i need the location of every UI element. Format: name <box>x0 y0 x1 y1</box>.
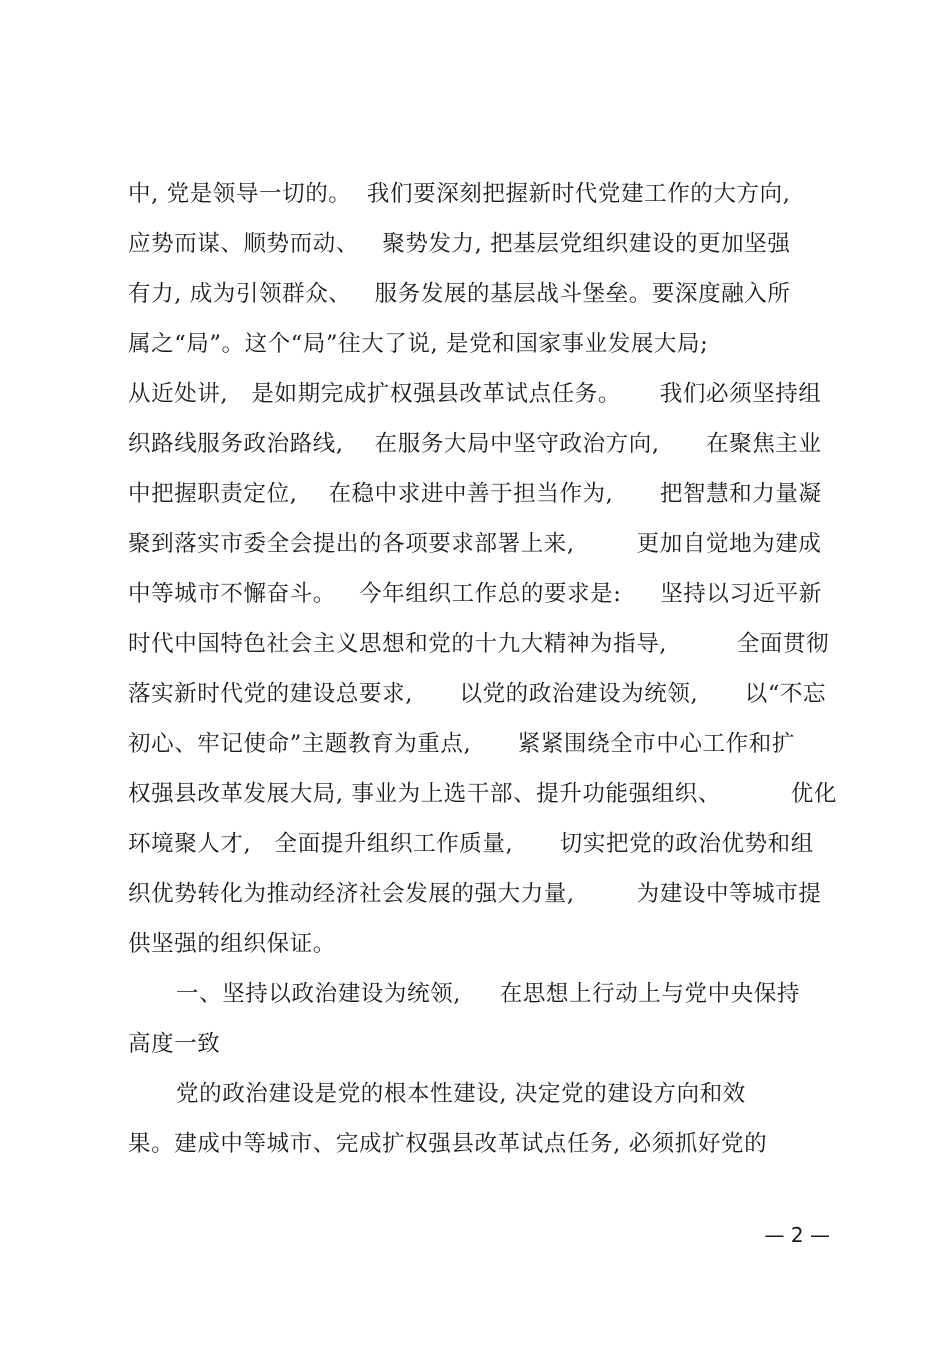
text-line: 初心、牢记使命”主题教育为重点, 紧紧围绕全市中心工作和扩 <box>128 731 795 757</box>
text-line: 织优势转化为推动经济社会发展的强大力量, 为建设中等城市提 <box>128 881 822 907</box>
text-line: 属之“局”。这个“局”往大了说, 是党和国家事业发展大局; <box>128 331 709 357</box>
text-line: 聚到落实市委全会提出的各项要求部署上来, 更加自觉地为建成 <box>128 531 822 557</box>
text-line: 应势而谋、顺势而动、 聚势发力, 把基层党组织建设的更加坚强 <box>128 231 791 257</box>
paragraph-line: 党的政治建设是党的根本性建设, 决定党的建设方向和效 <box>176 1081 746 1107</box>
text-line: 从近处讲, 是如期完成扩权强县改革试点任务。 我们必须坚持组 <box>128 381 822 407</box>
page-number: — 2 — <box>764 1223 830 1247</box>
text-line: 落实新时代党的建设总要求, 以党的政治建设为统领, 以“不忘 <box>128 681 827 707</box>
text-line: 权强县改革发展大局, 事业为上选干部、提升功能强组织、 优化 <box>128 781 837 807</box>
text-line: 时代中国特色社会主义思想和党的十九大精神为指导, 全面贯彻 <box>128 631 830 657</box>
text-line: 供坚强的组织保证。 <box>128 931 336 957</box>
text-line: 中, 党是领导一切的。 我们要深刻把握新时代党建工作的大方向, <box>128 181 791 207</box>
paragraph-line: 果。建成中等城市、完成扩权强县改革试点任务, 必须抓好党的 <box>128 1131 768 1157</box>
text-line: 中等城市不懈奋斗。 今年组织工作总的要求是: 坚持以习近平新 <box>128 581 822 607</box>
text-line: 织路线服务政治路线, 在服务大局中坚守政治方向, 在聚焦主业 <box>128 431 822 457</box>
section-heading-continuation: 高度一致 <box>128 1031 221 1057</box>
text-line: 中把握职责定位, 在稳中求进中善于担当作为, 把智慧和力量凝 <box>128 481 822 507</box>
text-line: 环境聚人才, 全面提升组织工作质量, 切实把党的政治优势和组 <box>128 831 814 857</box>
text-line: 有力, 成为引领群众、 服务发展的基层战斗堡垒。要深度融入所 <box>128 281 791 307</box>
section-heading: 一、坚持以政治建设为统领, 在思想上行动上与党中央保持 <box>176 981 801 1007</box>
